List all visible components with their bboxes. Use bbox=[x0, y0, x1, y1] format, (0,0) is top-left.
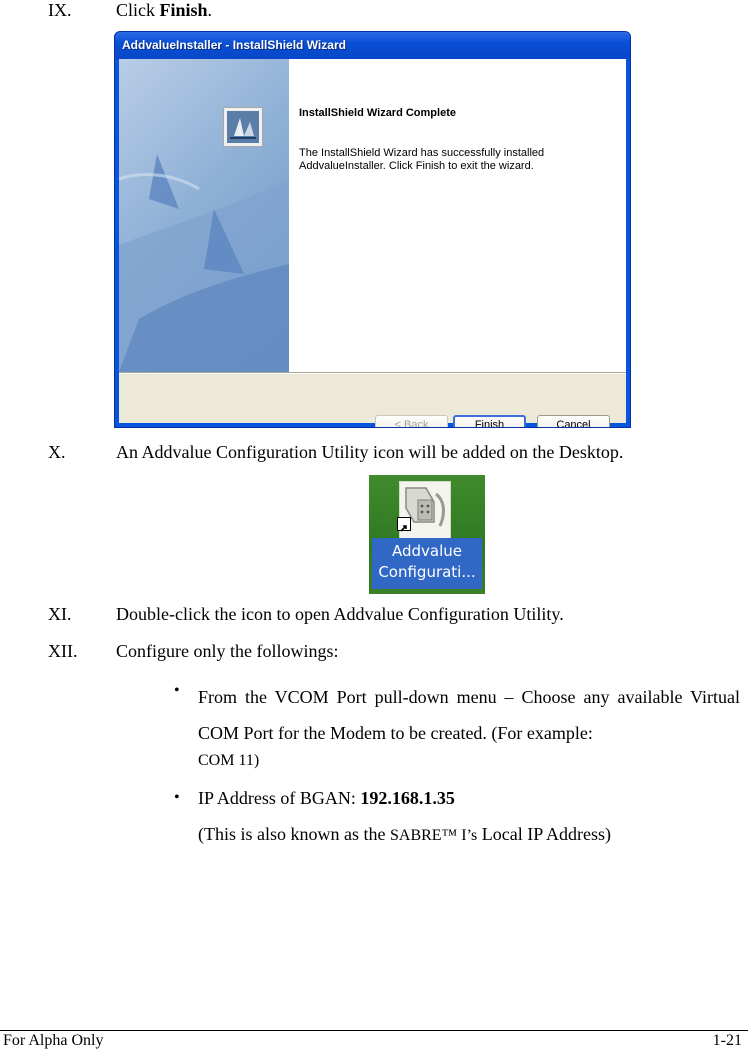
back-button[interactable]: < Back bbox=[375, 415, 448, 428]
step-text-xii: Configure only the followings: bbox=[116, 641, 339, 661]
wizard-heading: InstallShield Wizard Complete bbox=[299, 107, 456, 119]
shortcut-arrow-icon bbox=[397, 517, 411, 531]
bullet-ip-note-prefix: (This is also known as the bbox=[198, 824, 390, 844]
bullet-ip-note-suffix: Local IP Address) bbox=[477, 824, 612, 844]
installshield-sails-icon bbox=[224, 108, 262, 146]
wizard-content-panel bbox=[289, 59, 626, 372]
step-number-x: X. bbox=[48, 442, 66, 462]
wizard-separator bbox=[119, 372, 626, 374]
step-ix-finish-word: Finish bbox=[159, 0, 208, 20]
step-text-xi: Double-click the icon to open Addvalue Configuration Utility. bbox=[116, 604, 564, 624]
wizard-body-line-2: AddvalueInstaller. Click Finish to exit the wizard. bbox=[299, 160, 534, 172]
desktop-icon-label-line-2: Configurati... bbox=[378, 563, 476, 581]
step-text-ix bbox=[116, 0, 212, 21]
finish-button[interactable]: Finish bbox=[453, 415, 526, 428]
bullet-ip: • bbox=[174, 789, 180, 806]
footer-rule bbox=[0, 1030, 748, 1031]
bullet-vcom: • bbox=[174, 682, 180, 699]
bullet-ip-text bbox=[198, 788, 455, 809]
step-number-xii: XII. bbox=[48, 641, 78, 661]
bullet-ip-prefix: IP Address of BGAN: bbox=[198, 788, 361, 808]
bullet-ip-note bbox=[198, 824, 611, 845]
installshield-logo-icon bbox=[223, 107, 263, 147]
step-text-x: An Addvalue Configuration Utility icon will be added on the Desktop. bbox=[116, 442, 624, 462]
cancel-button[interactable]: Cancel bbox=[537, 415, 610, 428]
desktop-icon-label[interactable] bbox=[372, 538, 482, 589]
product-name: SABRE™ I’s bbox=[389, 827, 478, 844]
step-ix-prefix: Click bbox=[116, 0, 160, 20]
bullet-vcom-example: COM 11) bbox=[198, 752, 260, 769]
step-ix-suffix: . bbox=[207, 0, 213, 20]
wizard-side-banner bbox=[119, 59, 289, 372]
ip-address-value: 192.168.1.35 bbox=[360, 788, 455, 808]
footer-left-text: For Alpha Only bbox=[3, 1032, 104, 1049]
wizard-body-text bbox=[299, 147, 569, 173]
wizard-body-line-1: The InstallShield Wizard has successfully installed bbox=[299, 147, 545, 159]
installshield-wizard-window bbox=[114, 31, 631, 428]
wizard-title-bar: AddvalueInstaller - InstallShield Wizard bbox=[115, 32, 630, 59]
step-number-ix: IX. bbox=[48, 0, 72, 20]
wizard-client-area bbox=[119, 59, 626, 428]
bullet-vcom-text: From the VCOM Port pull-down menu – Choose any available Virtual COM Port for the Modem to be created. (For example: bbox=[198, 687, 740, 743]
desktop-icon-label-line-1: Addvalue bbox=[391, 542, 462, 560]
wizard-banner-graphic bbox=[119, 59, 289, 372]
desktop-icon-area bbox=[369, 475, 485, 594]
step-number-xi: XI. bbox=[48, 604, 72, 624]
page-number: 1-21 bbox=[712, 1032, 742, 1049]
